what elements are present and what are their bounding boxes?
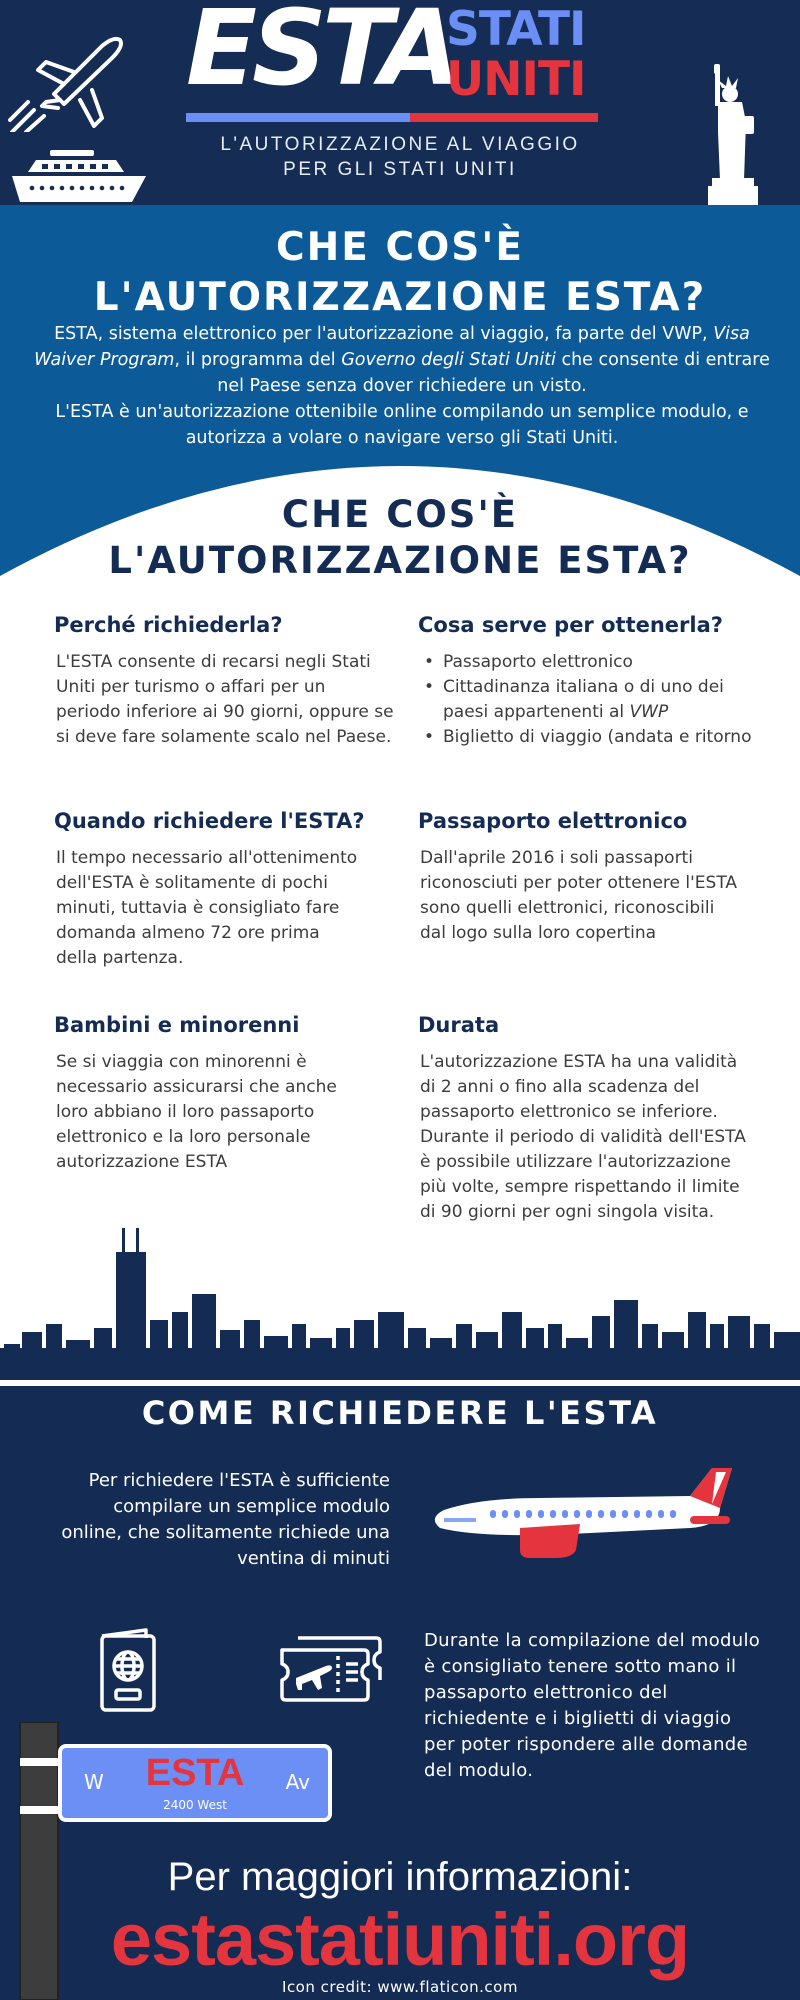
plane-ticket-icon — [278, 1634, 384, 1704]
tagline — [170, 132, 630, 182]
needs-item: • Passaporto elettronico — [418, 650, 758, 675]
passport-icon — [96, 1628, 160, 1712]
card-duration — [418, 1010, 758, 1225]
header — [0, 0, 800, 205]
intro-title — [0, 223, 800, 323]
card-minors — [54, 1010, 394, 1175]
details-title-line-2: L'AUTORIZZAZIONE ESTA? — [108, 539, 692, 582]
needs-item — [418, 675, 758, 725]
intro-title-line-2: L'AUTORIZZAZIONE ESTA? — [93, 275, 707, 320]
tip-text: Durante la compilazione del modulo è consigliato tenere sotto mano il passaporto elettronico del richiedente e i biglietti di viaggio per poter rispondere alle domande del modulo. — [424, 1630, 761, 1781]
icon-credit: Icon credit: www.flaticon.com — [282, 1978, 518, 1996]
sign-right: Av — [285, 1770, 310, 1794]
intro-p1-vwp: Visa Waiver Program — [34, 324, 750, 370]
card-when — [54, 806, 404, 971]
needs-list — [418, 650, 758, 750]
card-passport — [418, 806, 758, 946]
card-duration-heading: Durata — [418, 1013, 500, 1037]
passenger-jet-icon — [420, 1464, 740, 1564]
street-sign — [58, 1744, 332, 1822]
intro-p1-e: che consente di entrare nel Paese senza dover richiedere un visto. — [217, 350, 770, 396]
sign-address: 2400 West — [163, 1798, 227, 1812]
needs-item: • Biglietto di viaggio (andata e ritorno — [418, 725, 758, 750]
card-needs-heading: Cosa serve per ottenerla? — [418, 613, 723, 637]
intro-p1-c: , il programma del — [174, 350, 342, 370]
card-when-text: Il tempo necessario all'ottenimento dell'ESTA è solitamente di pochi minuti, tuttavia è consigliato fare domanda almeno 72 ore prima della partenza. — [56, 848, 358, 968]
tagline-line-2: PER GLI STATI UNITI — [283, 159, 517, 180]
intro-p2: L'ESTA è un'autorizzazione ottenibile online compilando un semplice modulo, e autorizza a volare o navigare verso gli Stati Uniti. — [55, 402, 749, 448]
details-title-line-1: CHE COS'È — [281, 493, 519, 536]
airplane-icon — [6, 32, 126, 132]
card-why-text: L'ESTA consente di recarsi negli Stati Uniti per turismo o affari per un periodo inferiore ai 90 giorni, oppure se si deve fare solamente scalo nel Paese. — [56, 652, 394, 747]
intro-p1-a: ESTA, sistema elettronico per l'autorizzazione al viaggio, fa parte del VWP, — [54, 324, 714, 344]
logo-stati: STATI — [446, 2, 586, 57]
more-info-label: Per maggiori informazioni: — [167, 1855, 633, 1899]
tagline-line-1: L'AUTORIZZAZIONE AL VIAGGIO — [220, 134, 580, 155]
card-minors-text: Se si viaggia con minorenni è necessario assicurarsi che anche loro abbiano il loro passaporto elettronico e la loro personale autorizzazione ESTA — [56, 1052, 337, 1172]
how-title: COME RICHIEDERE L'ESTA — [141, 1394, 659, 1432]
sign-left: W — [84, 1770, 104, 1794]
statue-of-liberty-icon — [706, 62, 766, 205]
logo-uniti: UNITI — [446, 52, 586, 107]
card-needs — [418, 610, 758, 750]
needs-item-2-vwp: VWP — [629, 702, 669, 722]
logo-bar-red — [410, 113, 598, 122]
how-text: Per richiedere l'ESTA è sufficiente compilare un semplice modulo online, che solitamente richiede una ventina di minuti — [61, 1470, 390, 1569]
card-passport-text: Dall'aprile 2016 i soli passaporti riconosciuti per poter ottenere l'ESTA sono quelli elettronici, riconoscibili dal logo sulla loro copertina — [420, 848, 738, 943]
city-skyline — [0, 1220, 800, 1380]
card-minors-heading: Bambini e minorenni — [54, 1013, 300, 1037]
needs-item-2-text: Cittadinanza italiana o di uno dei paesi appartenenti al — [443, 677, 724, 722]
sign-name: ESTA — [145, 1752, 245, 1794]
card-duration-text: L'autorizzazione ESTA ha una validità di 2 anni o fino alla scadenza del passaporto elettronico se inferiore. Durante il periodo di validità dell'ESTA è possibile utilizzare l'autorizzazione più volte, sempre rispettando il limite di 90 giorni per ogni singola visita. — [420, 1052, 746, 1222]
logo-bar-blue — [186, 113, 410, 122]
cruise-ship-icon — [12, 146, 146, 204]
website-link[interactable]: estastatiuniti.org — [110, 1898, 690, 1981]
intro-text — [22, 321, 782, 451]
intro-p1-gov: Governo degli Stati Uniti — [341, 350, 556, 370]
card-why-heading: Perché richiederla? — [54, 613, 283, 637]
card-why — [54, 610, 394, 750]
details-title — [0, 492, 800, 584]
intro-title-line-1: CHE COS'È — [276, 225, 524, 270]
logo-esta: ESTA — [186, 0, 456, 109]
card-passport-heading: Passaporto elettronico — [418, 809, 688, 833]
card-when-heading: Quando richiedere l'ESTA? — [54, 809, 365, 833]
